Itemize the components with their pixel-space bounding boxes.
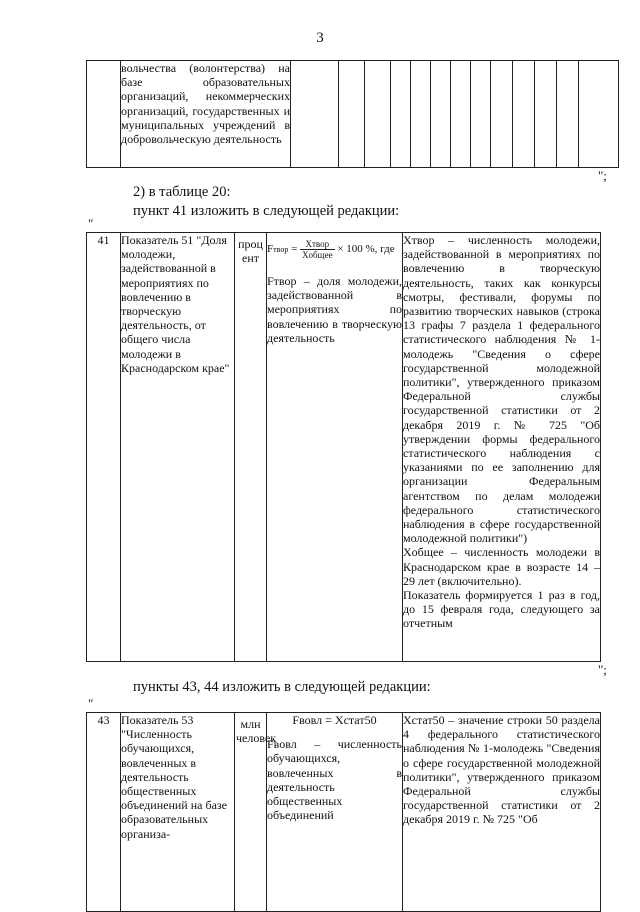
indicator-name: Показатель 53 "Численность обучающихся, вовлеченных в деятельность общественных объединений на базе образовательных организа- — [121, 713, 235, 912]
formula-lhs: F — [267, 243, 274, 256]
table1-cell — [339, 61, 365, 168]
calculation-description — [403, 233, 601, 662]
table1-cell — [291, 61, 339, 168]
description-x-tvor: Xтвор – численность молодежи, задействованной в мероприятиях по вовлечению в творческую деятельность, таких как конкурсы смотры, фестивали, форумы по развитию творческих навыков (строка 13 графы 7 раздела 1 федерального статистического наблюдения № 1-молодежь "Сведения о сфере государственной молодежной политики", утвержденного приказом Федеральной службы государственной статистики от 2 декабря 2019 г. № 725 "Об утверждении формы федерального статистического наблюдения с указаниями по ее заполнению для организации Федеральным агентством по делам молодежи федерального статистического наблюдения в сфере государственной молодежной политики") — [403, 233, 600, 546]
table1-cell — [491, 61, 513, 168]
table1-cell — [471, 61, 491, 168]
table-row — [87, 713, 601, 912]
formula-rest: × 100 %, где — [337, 243, 395, 256]
page-number: 3 — [316, 30, 324, 46]
formula-description: Fвовл – численность обучающихся, вовлеченных в деятельность общественных объединений — [267, 737, 402, 823]
table1-cell — [513, 61, 535, 168]
paragraph-table-20: 2) в таблице 20: — [133, 184, 231, 200]
table1-cell — [391, 61, 411, 168]
table1-text-cell: вольчества (волонтерства) на базе образовательных организаций, некоммерческих организаций, государственных и муниципальных учреждений в добровольческую деятельность — [121, 61, 291, 168]
table1-cell — [535, 61, 557, 168]
table1-cell — [365, 61, 391, 168]
formula-cell — [267, 233, 403, 662]
table1-cell — [431, 61, 451, 168]
closing-quote: "; — [598, 168, 607, 183]
formula-description: Fтвор – доля молодежи, задействованной в мероприятиях по вовлечению в творческую деятельность — [267, 274, 402, 345]
formula-lhs-sub: твор — [273, 245, 289, 255]
closing-quote: "; — [598, 662, 607, 677]
table1-cell — [411, 61, 431, 168]
table-continuation — [86, 60, 619, 168]
description-x-obshchee: Xобщее – численность молодежи в Краснодарском крае в возрасте 14 – 29 лет (включительно). — [403, 545, 600, 588]
calculation-description: Xстат50 – значение строки 50 раздела 4 федерального статистического наблюдения № 1-молодежь "Сведения о сфере государственной молодежной политики", утвержденного приказом Федеральной службы государственной статистики от 2 декабря 2019 г. № 725 "Об — [403, 713, 601, 912]
unit: млн человек — [235, 713, 267, 912]
formula: Fвовл = Xстат50 — [292, 713, 377, 727]
table-item-41 — [86, 232, 601, 662]
row-number: 41 — [87, 233, 121, 662]
formula-fraction — [300, 239, 335, 260]
paragraph-item-41: пункт 41 изложить в следующей редакции: — [133, 203, 400, 219]
formula-cell — [267, 713, 403, 912]
unit: процент — [235, 233, 267, 662]
table1-cell — [557, 61, 579, 168]
formula-numerator: Xтвор — [300, 239, 335, 250]
indicator-name: Показатель 51 "Доля молодежи, задействованной в мероприятиях по вовлечению в творческую деятельность, от общего числа молодежи в Краснодарском крае" — [121, 233, 235, 662]
formula: Fтвор = $\frac{\text{Xтвор}}{\text{Xобщее}}$ × 100 %, где — [267, 239, 395, 260]
description-frequency: Показатель формируется 1 раз в год, до 15 февраля года, следующего за отчетным — [403, 588, 600, 631]
opening-quote: " — [88, 216, 94, 231]
formula-denominator: Xобщее — [302, 250, 333, 260]
table1-num-cell — [87, 61, 121, 168]
row-number: 43 — [87, 713, 121, 912]
table-item-43 — [86, 712, 601, 912]
table1-cell — [579, 61, 619, 168]
table1-cell — [451, 61, 471, 168]
paragraph-items-43-44: пункты 43, 44 изложить в следующей редакции: — [133, 679, 431, 695]
table-row — [87, 233, 601, 662]
opening-quote: " — [88, 696, 94, 711]
